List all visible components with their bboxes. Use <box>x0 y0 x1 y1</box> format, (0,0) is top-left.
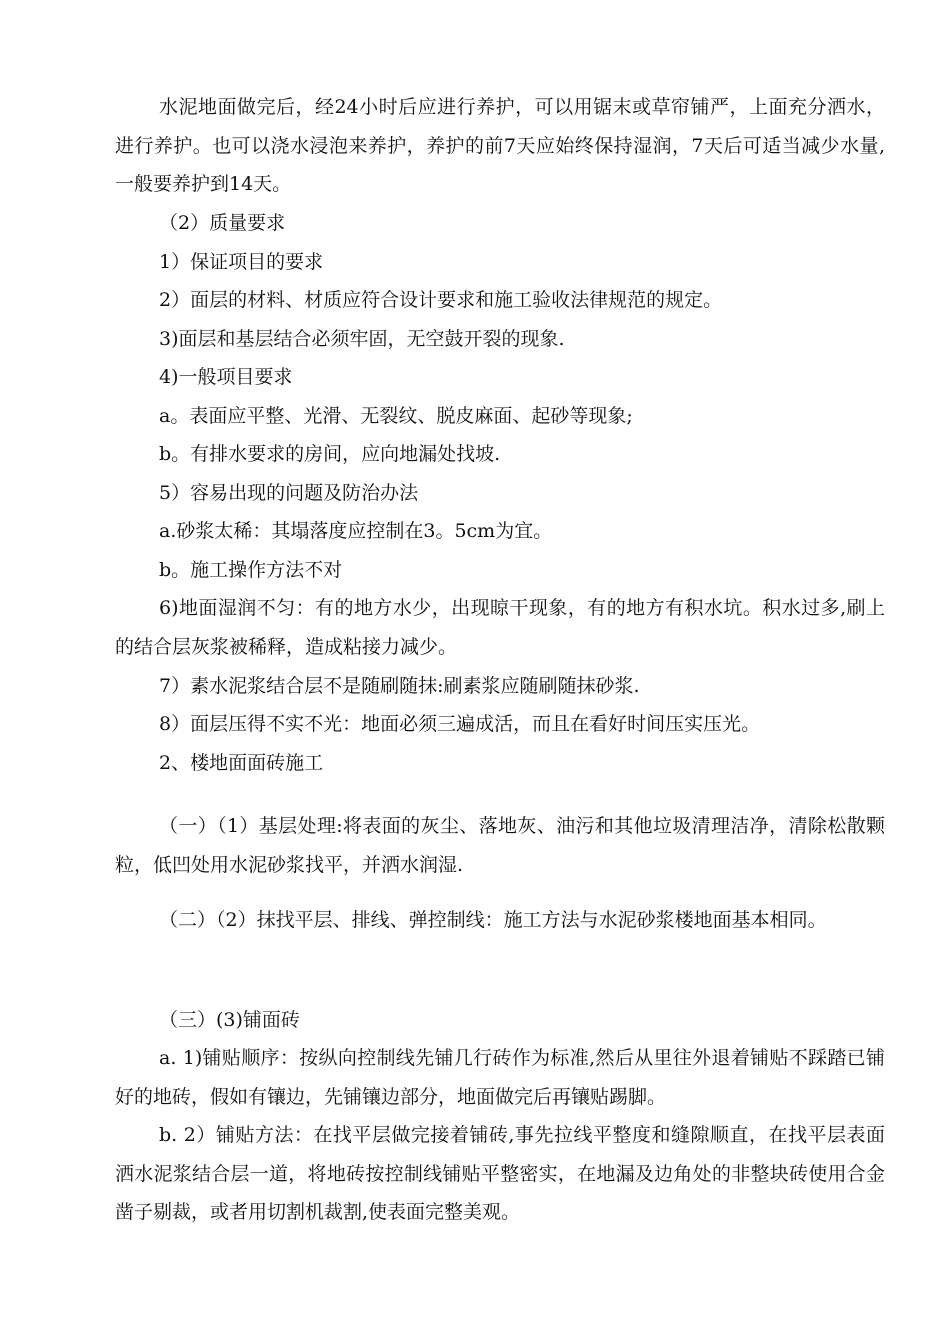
list-item-moisture: 6)地面湿润不匀：有的地方水少，出现晾干现象，有的地方有积水坑。积水过多,刷上的结合层灰浆被稀释，造成粘接力减少。 <box>115 597 885 658</box>
paragraph-curing: 水泥地面做完后，经24小时后应进行养护，可以用锯末或草帘铺严，上面充分洒水，进行养护。也可以浇水浸泡来养护，养护的前7天应始终保持湿润，7天后可适当减少水量,一般要养护到14天。 <box>115 96 885 195</box>
paragraph-leveling: （二）（2）抹找平层、排线、弹控制线：施工方法与水泥砂浆楼地面基本相同。 <box>159 909 827 931</box>
heading-laying-tiles: （三）(3)铺面砖 <box>159 1009 300 1031</box>
list-item-compaction: 8）面层压得不实不光：地面必须三遍成活，而且在看好时间压实压光。 <box>159 713 761 735</box>
heading-quality-requirements: （2）质量要求 <box>159 212 286 234</box>
list-item-slurry: 7）素水泥浆结合层不是随刷随抹:刷素浆应随刷随抹砂浆. <box>159 675 640 697</box>
paragraph-laying-order: a. 1)铺贴顺序：按纵向控制线先铺几行砖作为标准,然后从里往外退着铺贴不踩踏已铺好的地砖，假如有镶边，先铺镶边部分，地面做完后再镶贴踢脚。 <box>115 1047 885 1108</box>
list-item-bonding: 3)面层和基层结合必须牢固，无空鼓开裂的现象. <box>159 328 565 350</box>
paragraph-laying-method: b. 2）铺贴方法：在找平层做完接着铺砖,事先拉线平整度和缝隙顺直，在找平层表面洒水泥浆结合层一道，将地砖按控制线铺贴平整密实，在地漏及边角处的非整块砖使用合金凿子剔裁，或者用切割机裁割,使表面完整美观。 <box>115 1124 885 1223</box>
heading-floor-tiles: 2、楼地面面砖施工 <box>159 752 324 774</box>
list-item-guarantee: 1）保证项目的要求 <box>159 251 324 273</box>
paragraph-base-treatment: （一）（1）基层处理:将表面的灰尘、落地灰、油污和其他垃圾清理洁净，清除松散颗粒，低凹处用水泥砂浆找平，并洒水润湿. <box>115 815 885 876</box>
list-item-materials: 2）面层的材料、材质应符合设计要求和施工验收法律规范的规定。 <box>159 289 723 311</box>
list-item-method: b。施工操作方法不对 <box>159 559 343 581</box>
list-item-mortar: a.砂浆太稀：其塌落度应控制在3。5cm为宜。 <box>159 520 553 542</box>
list-item-problems: 5）容易出现的问题及防治办法 <box>159 482 419 504</box>
list-item-drainage: b。有排水要求的房间，应向地漏处找坡. <box>159 443 501 465</box>
list-item-flatness: a。表面应平整、光滑、无裂纹、脱皮麻面、起砂等现象; <box>159 405 633 427</box>
list-item-general: 4)一般项目要求 <box>159 366 293 388</box>
